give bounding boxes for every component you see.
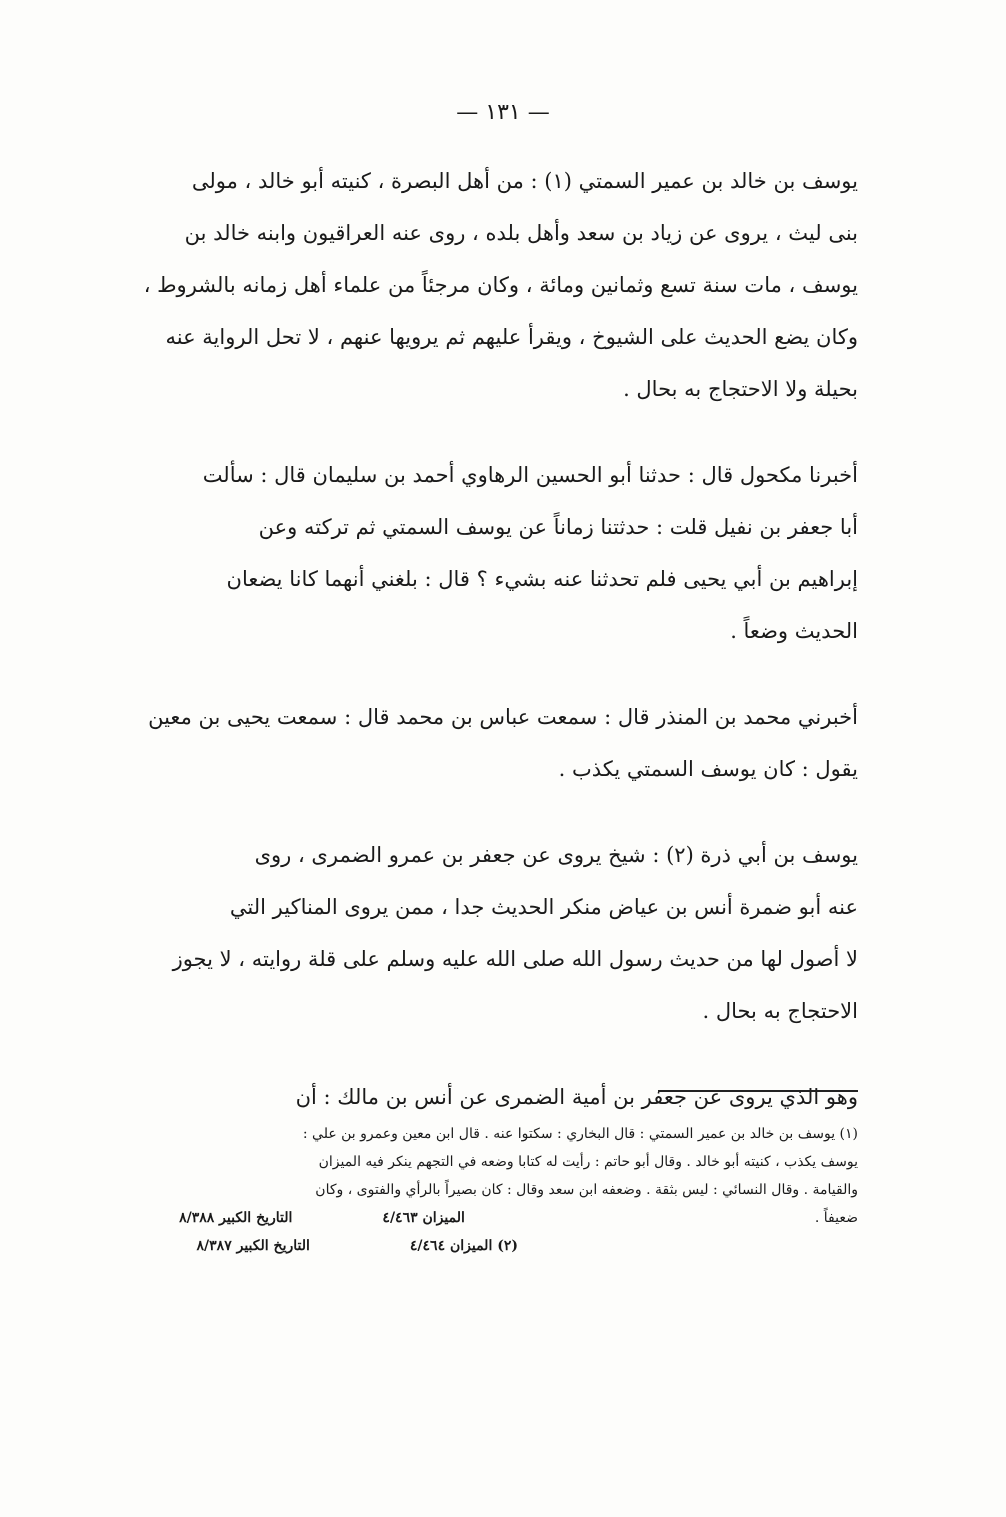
text-line: الاحتجاج به بحال . xyxy=(702,999,858,1023)
text-line: أخبرني محمد بن المنذر قال : سمعت عباس بن محمد قال : سمعت يحيى بن معين xyxy=(148,705,858,729)
text-line: إبراهيم بن أبي يحيى فلم تحدثنا عنه بشيء ؟ قال : بلغني أنهما كانا يضعان xyxy=(226,567,858,591)
entry-yusuf-ibn-abi-dharra xyxy=(130,829,858,1037)
text-line: يوسف بن أبي ذرة (٢) : شيخ يروى عن جعفر بن عمرو الضمرى ، روى xyxy=(254,843,858,867)
page-number: — ١٣١ — xyxy=(456,100,550,125)
entry-continuation xyxy=(130,1071,858,1123)
footnote-line: ضعيفاً . xyxy=(814,1210,858,1226)
text-line: يقول : كان يوسف السمتي يكذب . xyxy=(558,757,858,781)
footnote-2-references xyxy=(136,1232,858,1260)
text-line: لا أصول لها من حديث رسول الله صلى الله عليه وسلم على قلة روايته ، لا يجوز xyxy=(172,947,858,971)
text-line: وهو الذي يروى عن جعفر بن أمية الضمرى عن أنس بن مالك : أن xyxy=(295,1085,858,1109)
text-line: يوسف بن خالد بن عمير السمتي (١) : من أهل البصرة ، كنيته أبو خالد ، مولى xyxy=(191,169,858,193)
entry-yusuf-ibn-khalid xyxy=(130,155,858,415)
text-line: أبا جعفر بن نفيل قلت : حدثتنا زماناً عن يوسف السمتي ثم تركته وعن xyxy=(258,515,858,539)
entry-ibn-mundhir-report xyxy=(130,691,858,795)
footnote-line: يوسف يكذب ، كنيته أبو خالد . وقال أبو حاتم : رأيت له كتابا وضعه في التجهم ينكر فيه الميزان xyxy=(318,1154,858,1170)
text-line: أخبرنا مكحول قال : حدثنا أبو الحسين الرهاوي أحمد بن سليمان قال : سألت xyxy=(202,463,858,487)
text-line: يوسف ، مات سنة تسع وثمانين ومائة ، وكان مرجئاً من علماء أهل زمانه بالشروط ، xyxy=(143,273,858,297)
text-line: عنه أبو ضمرة أنس بن عياض منكر الحديث جدا ، ممن يروى المناكير التي xyxy=(229,895,858,919)
footnote-reference: (٢) الميزان ٤/٤٦٤ xyxy=(409,1238,518,1254)
footnote-line: (١) يوسف بن خالد بن عمير السمتي : قال البخاري : سكتوا عنه . قال ابن معين وعمرو بن علي : xyxy=(302,1126,858,1142)
footnote-reference: التاريخ الكبير ٨/٣٨٧ xyxy=(196,1238,310,1254)
main-text xyxy=(130,155,858,1157)
footnote-line: والقيامة . وقال النسائي : ليس بثقة . وضعفه ابن سعد وقال : كان بصيراً بالرأي والفتوى ، وكان xyxy=(315,1182,858,1198)
footnote-1-references xyxy=(136,1204,858,1232)
entry-makhul-report xyxy=(130,449,858,657)
footnotes xyxy=(136,1120,858,1260)
text-line: بنى ليث ، يروى عن زياد بن سعد وأهل بلده ، روى عنه العراقيون وابنه خالد بن xyxy=(184,221,858,245)
text-line: وكان يضع الحديث على الشيوخ ، ويقرأ عليهم ثم يرويها عنهم ، لا تحل الرواية عنه xyxy=(165,325,858,349)
text-line: بحيلة ولا الاحتجاج به بحال . xyxy=(623,377,858,401)
footnote-reference: الميزان ٤/٤٦٣ xyxy=(382,1210,465,1226)
text-line: الحديث وضعاً . xyxy=(730,619,858,643)
footnote-reference: التاريخ الكبير ٨/٣٨٨ xyxy=(179,1210,293,1226)
footnote-separator xyxy=(658,1090,858,1092)
